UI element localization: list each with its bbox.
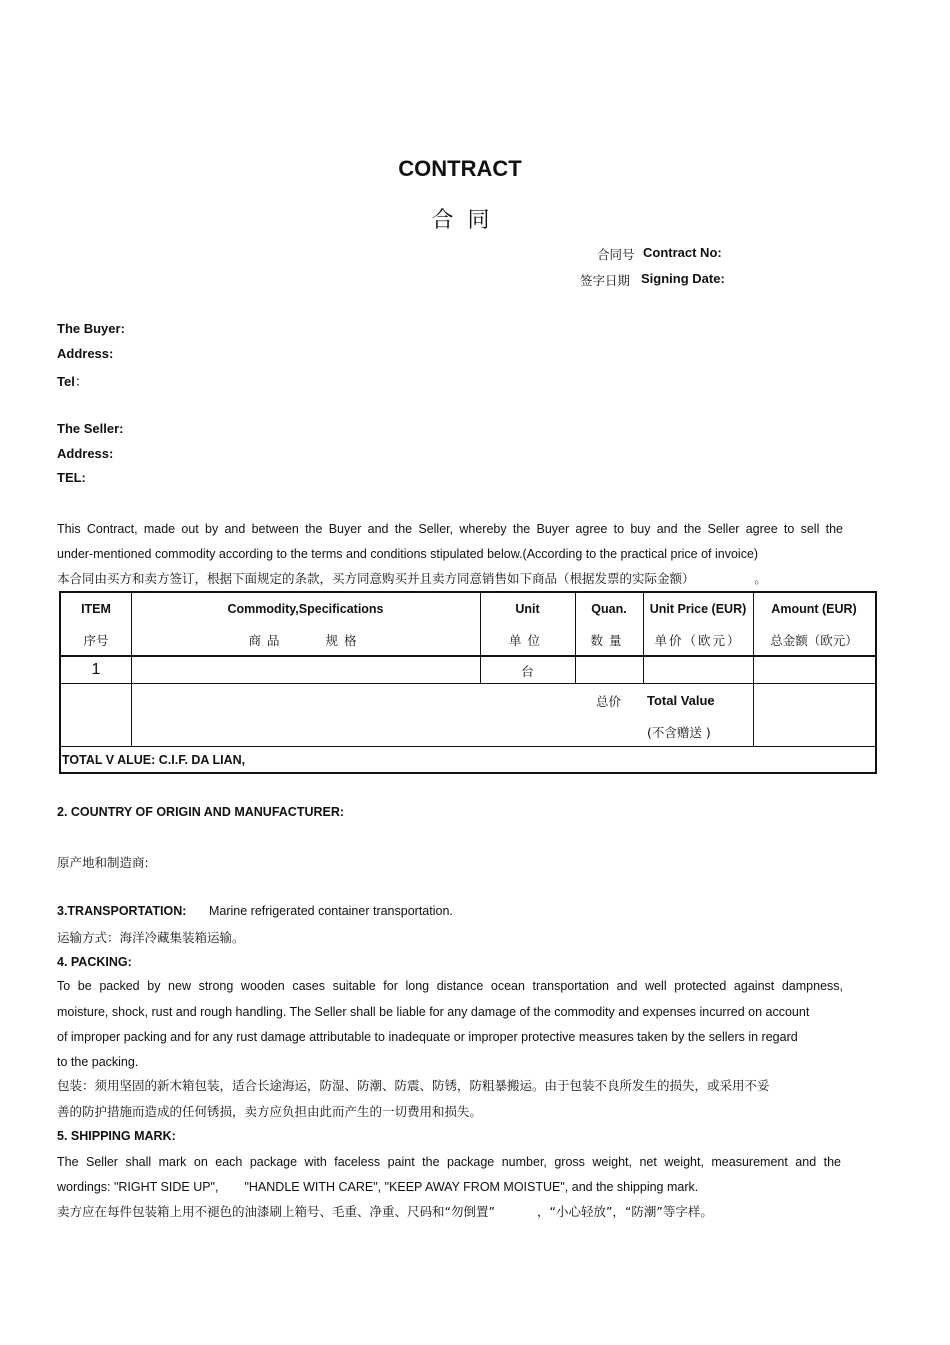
section-3-text: Marine refrigerated container transportation. (209, 904, 453, 918)
header-item-cn: 序号 (83, 633, 109, 648)
header-amount-cn: 总金额（欧元） (770, 633, 858, 648)
header-unit: Unit (515, 602, 540, 616)
section-2-cn: 原产地和制造商: (57, 855, 149, 870)
section-5-cn-a: 卖方应在每件包装箱上用不褪色的油漆刷上箱号、毛重、净重、尺码和“勿倒置” (57, 1204, 495, 1219)
header-unit-price-cn: 单价（欧元） (654, 633, 742, 648)
section-4-line-3: of improper packing and for any rust damage attributable to inadequate or improper protective measures taken by the sellers in regard (57, 1030, 798, 1044)
section-5-cn (57, 1202, 847, 1220)
contract-no-label: Contract No: (643, 245, 722, 260)
section-5-line-2a: wordings: "RIGHT SIDE UP", (57, 1180, 219, 1194)
header-quantity: Quan. (591, 602, 627, 616)
signing-date-label-cn: 签字日期 (580, 273, 631, 288)
buyer-tel-label (57, 371, 88, 390)
header-amount: Amount (EUR) (771, 602, 857, 616)
buyer-label: The Buyer: (57, 321, 125, 336)
header-unit-cn: 单位 (508, 633, 546, 648)
seller-label: The Seller: (57, 421, 124, 436)
buyer-tel-colon: ： (74, 374, 88, 389)
contract-no-label-cn: 合同号 (597, 247, 635, 262)
header-unit-price: Unit Price (EUR) (649, 602, 747, 616)
section-3-cn: 运输方式：海洋冷藏集装箱运输。 (57, 930, 245, 945)
header-quantity-cn: 数量 (590, 633, 628, 648)
header-commodity-cn: 商品 规格 (248, 633, 363, 648)
intro-line-2: under-mentioned commodity according to the terms and conditions stipulated below.(According to the practical price of invoice) (57, 547, 759, 561)
header-item: ITEM (81, 602, 111, 616)
section-4-line-4: to the packing. (57, 1055, 139, 1069)
table-row-divider (61, 683, 875, 684)
section-4-cn-2: 善的防护措施而造成的任何锈损，卖方应负担由此而产生的一切费用和损失。 (57, 1104, 483, 1119)
section-4-cn-1: 包装：须用坚固的新木箱包装，适合长途海运，防湿、防潮、防震、防锈，防粗暴搬运。由于包装不良所发生的损失，或采用不妥 (57, 1078, 770, 1093)
total-note: (不含赠送 ) (647, 725, 711, 740)
contract-title-cn: 合同 (431, 208, 504, 233)
section-4-title: 4. PACKING: (57, 955, 132, 969)
intro-cn-text: 本合同由买方和卖方签订，根据下面规定的条款，买方同意购买并且卖方同意销售如下商品（根据发票的实际金额） (57, 571, 689, 586)
section-4-line-1: To be packed by new strong wooden cases suitable for long distance ocean transportation and well protected against dampness, (57, 979, 843, 993)
buyer-address-label: Address: (57, 346, 114, 361)
section-4-line-2: moisture, shock, rust and rough handling. The Seller shall be liable for any damage of the commodity and expenses incurred on account (57, 1005, 810, 1019)
section-5-line-2b: "HANDLE WITH CARE", "KEEP AWAY FROM MOISTUE", and the shipping mark. (244, 1180, 699, 1194)
total-label: Total Value (647, 693, 715, 708)
section-5-cn-b: ，“小心轻放”，“防潮”等字样。 (536, 1204, 713, 1219)
intro-cn-end: 。 (754, 571, 767, 586)
section-5-line-1: The Seller shall mark on each package with faceless paint the package number, gross weight, net weight, measurement and the (57, 1155, 841, 1169)
total-label-cn: 总价 (596, 694, 622, 709)
intro-line-cn (57, 569, 847, 587)
section-3-title: 3.TRANSPORTATION: (57, 904, 187, 918)
goods-table (59, 591, 877, 774)
section-2-title: 2. COUNTRY OF ORIGIN AND MANUFACTURER: (57, 805, 345, 819)
signing-date-label: Signing Date: (641, 271, 725, 286)
buyer-tel-text: Tel (57, 374, 75, 389)
table-row-divider (61, 746, 875, 747)
contract-title: CONTRACT (398, 156, 522, 181)
row-1-unit: 台 (521, 664, 534, 679)
section-5-line-2 (57, 1180, 847, 1194)
table-row-divider (61, 655, 875, 657)
seller-address-label: Address: (57, 446, 114, 461)
seller-tel-label: TEL: (57, 470, 86, 485)
section-5-title: 5. SHIPPING MARK: (57, 1129, 176, 1143)
intro-line-1: This Contract, made out by and between the Buyer and the Seller, whereby the Buyer agree to buy and the Seller agree to sell the (57, 522, 843, 536)
total-value-line: TOTAL V ALUE: C.I.F. DA LIAN, (62, 753, 246, 767)
header-commodity: Commodity,Specifications (227, 602, 384, 616)
row-1-item: 1 (91, 661, 101, 678)
